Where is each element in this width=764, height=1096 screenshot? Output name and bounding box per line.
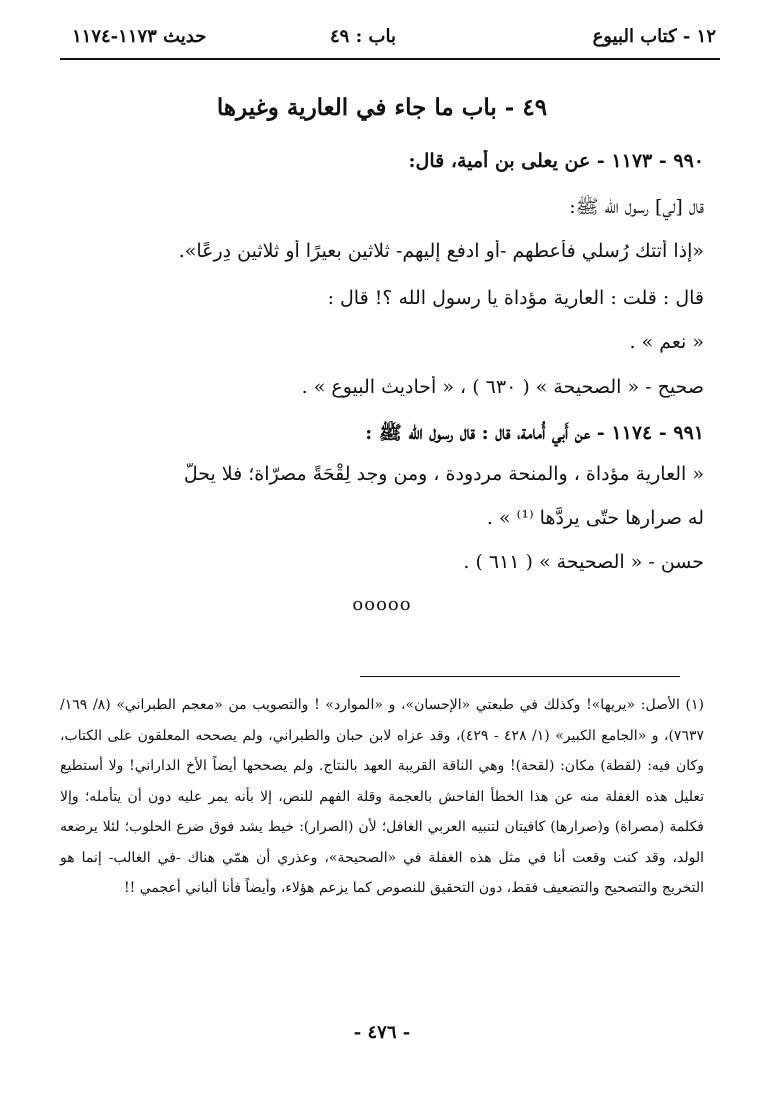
hadith-990-grade: صحيح - « الصحيحة » ( ٦٣٠ ) ، « أحاديث البيوع » . — [301, 376, 704, 398]
section-title: ٤٩ - باب ما جاء في العارية وغيرها — [216, 94, 548, 121]
hadith-991-intro: ٩٩١ - ١١٧٤ - عن أَبي أُمامة، قال : قال رسول الله ﷺ : — [365, 422, 704, 444]
section-separator: ooooo — [352, 594, 412, 615]
hadith-990-intro: ٩٩٠ - ١١٧٣ - عن يعلى بن أُمية، قال: — [408, 150, 704, 172]
hadith-990-line-3: قال : قلت : العارية مؤداة يا رسول الله ؟! قال : — [327, 287, 704, 309]
hadith-990-line-4: « نعم » . — [629, 331, 704, 353]
footnote-1: (١) الأصل: «يريها»! وكذلك في طبعتي «الإحسان»، و «الموارد» ! والتصويب من «معجم الطبراني» (٨/ ١٦٩/ ٧٦٣٧)، و «الجامع الكبير» (١/ ٤٢٨ - ٤٢٩)، وقد عزاه لابن حبان والطبراني، ولم يصححه المعلقون على الكتاب، وكان فيه: (لقطة) مكان: (لقحة)! وهي الناقة القريبة العهد بالنتاج. ولم يصححها أيضاً الأخ الداراني! ولا أستطيع تعليل هذه الغفلة منه عن هذا الخطأ الفاحش بالعجمة وقلة الفهم للنص، إلا بأنه يمر عليه دون أن يتأمله؛ وإلا فكلمة (مصراة) و(صرارها) كافيتان لتنبيه العربي الغافل؛ لأن (الصرار): خيط يشد فوق ضرع الحلوب؛ لئلا يرضعه الولد، وقد كنت وقعت أنا في مثل هذه الغفلة في «الصحيحة»، وعذري أن همّي هناك -في الغالب- إنما هو التخريج والتصحيح والتضعيف فقط، دون التحقيق للنصوص كما يزعم هؤلاء، وأيضاً فأنا ألباني أعجمي !! — [60, 697, 704, 896]
header-rule — [60, 58, 720, 60]
hadith-990-line-1: قال [لي] رسول الله ﷺ: — [569, 196, 704, 218]
running-head-hadith-range: حديث ١١٧٣-١١٧٤ — [72, 26, 207, 47]
hadith-990-line-2: «إذا أتتك رُسلي فأعطهم -أو ادفع إليهم- ثلاثين بعيرًا أو ثلاثين دِرعًا». — [178, 240, 704, 262]
footnote-rule — [360, 676, 680, 677]
hadith-991-line-2: له صرارها حتّى يردَّها ⁽¹⁾ » . — [486, 507, 704, 529]
page-number: - ٤٧٦ - — [353, 1022, 411, 1043]
hadith-991-line-1: « العارية مؤداة ، والمنحة مردودة ، ومن وجد لِقْحَةً مصرّاة؛ فلا يحلُّ — [183, 463, 704, 485]
running-head-section: باب : ٤٩ — [330, 26, 396, 47]
running-head-chapter: ١٢ - كتاب البيوع — [592, 26, 716, 47]
hadith-991-grade: حسن - « الصحيحة » ( ٦١١ ) . — [463, 551, 704, 573]
